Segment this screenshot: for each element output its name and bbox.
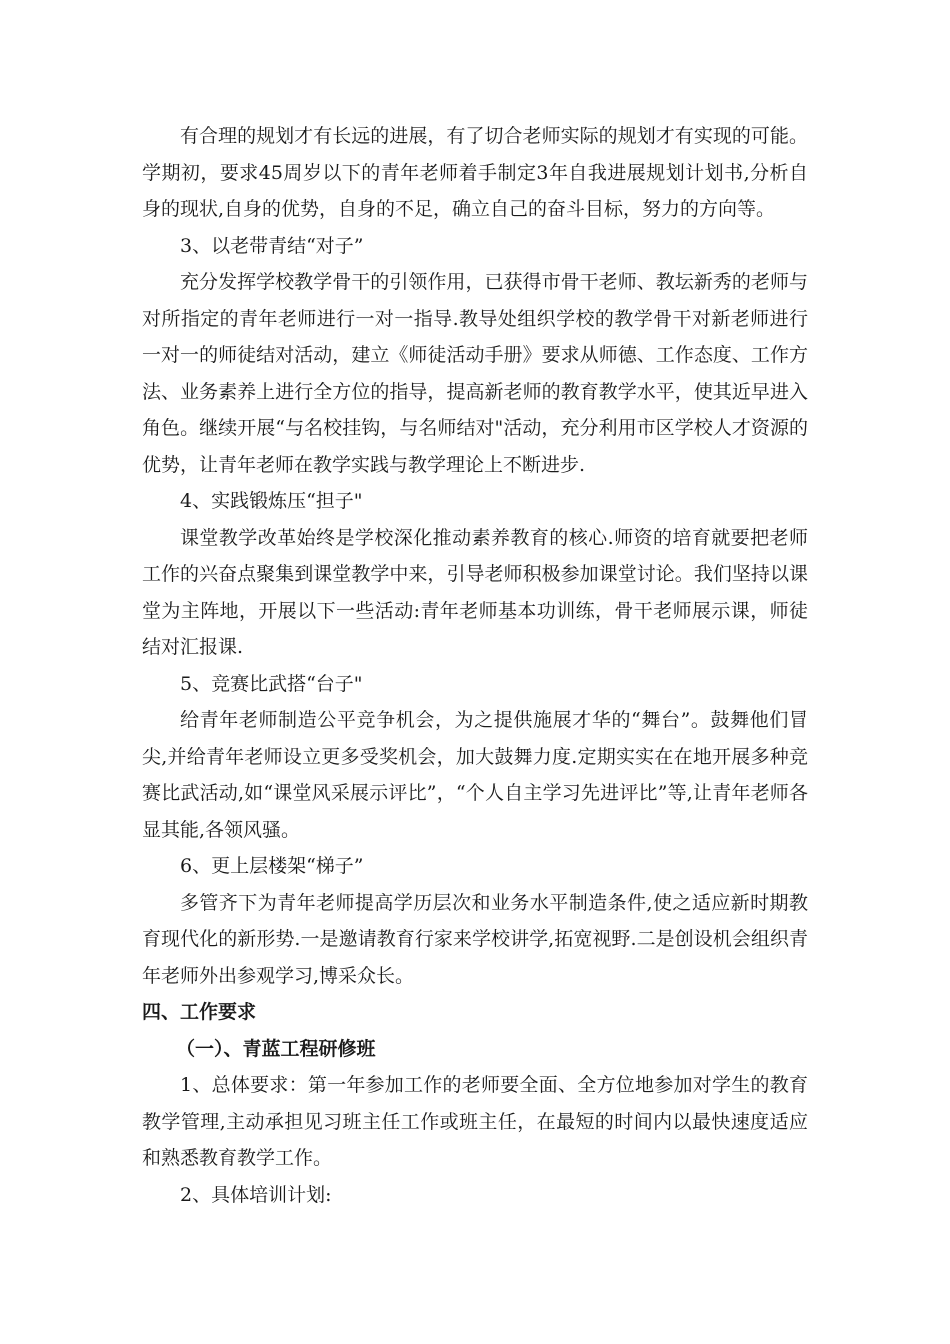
paragraph-competition: 给青年老师制造公平竞争机会，为之提供施展才华的“舞台”。鼓舞他们冒尖,并给青年老师设立更多受奖机会，加大鼓舞力度.定期实实在在地开展多种竞赛比武活动,如“课堂风采展示评比”，“个人自主学习先进评比”等,让青年老师各显其能,各领风骚。 [142, 709, 808, 841]
chapter-heading-requirements: 四、工作要求 [142, 1001, 257, 1023]
paragraph-training-plan: 2、具体培训计划: [180, 1183, 332, 1206]
paragraph-practice: 课堂教学改革始终是学校深化推动素养教育的核心.师资的培育就要把老师工作的兴奋点聚集到课堂教学中来，引导老师积极参加课堂讨论。我们坚持以课堂为主阵地，开展以下一些活动:青年老师基本功训练，骨干老师展示课，师徒结对汇报课. [142, 526, 808, 658]
paragraph-ladder: 多管齐下为青年老师提高学历层次和业务水平制造条件,使之适应新时期教育现代化的新形势.一是邀请教育行家来学校讲学,拓宽视野.二是创设机会组织青年老师外出参观学习,博采众长。 [142, 891, 808, 987]
paragraph-pairing: 充分发挥学校教学骨干的引领作用，已获得市骨干老师、教坛新秀的老师与对所指定的青年老师进行一对一指导.教导处组织学校的教学骨干对新老师进行一对一的师徒结对活动，建立《师徒活动手册》要求从师德、工作态度、工作方法、业务素养上进行全方位的指导，提高新老师的教育教学水平，使其近早进入角色。继续开展“与名校挂钩，与名师结对"活动，充分利用市区学校人才资源的优势，让青年老师在教学实践与教学理论上不断进步. [142, 271, 808, 476]
section-heading-ladder: 6、更上层楼架“梯子” [180, 855, 364, 877]
section-heading-competition: 5、竞赛比武搭“台子" [180, 672, 363, 695]
paragraph-planning: 有合理的规划才有长远的进展，有了切合老师实际的规划才有实现的可能。学期初，要求45周岁以下的青年老师着手制定3年自我进展规划计划书,分析自身的现状,自身的优势，自身的不足，确立自己的奋斗目标，努力的方向等。 [142, 125, 808, 220]
section-heading-practice: 4、实践锻炼压“担子" [180, 490, 363, 512]
document-body [142, 118, 808, 1213]
section-heading-pairing: 3、以老带青结“对子” [180, 234, 364, 257]
subheading-training-class: （一）、青蓝工程研修班 [176, 1037, 376, 1060]
paragraph-general-requirements: 1、总体要求：第一年参加工作的老师要全面、全方位地参加对学生的教育教学管理,主动承担见习班主任工作或班主任，在最短的时间内以最快速度适应和熟悉教育教学工作。 [142, 1074, 808, 1169]
